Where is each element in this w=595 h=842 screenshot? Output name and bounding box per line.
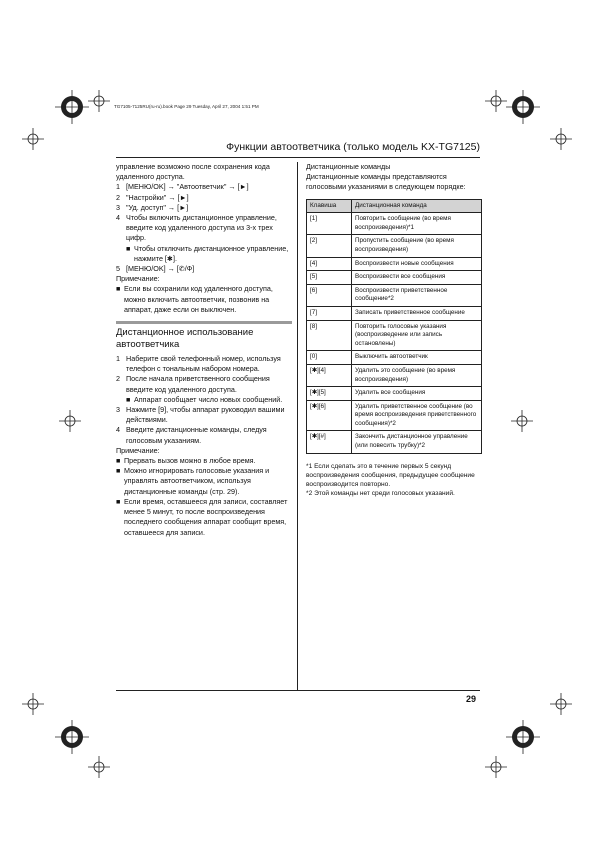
note2-item: ■ Прервать вызов можно в любое время.	[116, 456, 256, 466]
step-1: 1 [МЕНЮ/OK] → "Автоответчик" → [►]	[116, 182, 249, 192]
table-row: [5] Воспроизвести все сообщения	[307, 271, 482, 285]
crosshair-left-bottom	[88, 756, 110, 778]
step-4: 4 Чтобы включить дистанционное управление, введите код удаленного доступа из 3-х трех цифр.	[116, 213, 277, 243]
footnote-2: *2 Этой команды нет среди голосовых указаний.	[306, 489, 455, 497]
registration-mark-bottom-right	[506, 720, 540, 754]
crosshair-left-center	[59, 410, 81, 432]
registration-mark-top-right	[506, 90, 540, 124]
note-1: ■ Если вы сохранили код удаленного доступа, можно включить автоответчик, позвонив на аппарат, даже если он выключен.	[116, 284, 273, 314]
column-header-key: Клавиша	[307, 199, 352, 213]
step-2: 2 "Настройки" → [►]	[116, 192, 189, 202]
footnotes	[306, 462, 482, 498]
right-column	[306, 162, 482, 498]
registration-mark-top-left	[55, 90, 89, 124]
table-header-row	[307, 199, 482, 213]
step-5: 5 [МЕНЮ/OK] → [✆/Ф]	[116, 264, 195, 274]
column-divider	[297, 162, 298, 690]
section-divider	[116, 321, 292, 324]
crosshair-right-center	[511, 410, 533, 432]
table-row: [✱][5] Удалить все сообщения	[307, 387, 482, 401]
crosshair-right-mid-bottom	[550, 693, 572, 715]
table-row: [0] Выключить автоответчик	[307, 351, 482, 365]
remote-step-1: 1 Наберите свой телефонный номер, используя телефон с тональным набором номера.	[116, 354, 281, 374]
footnote-1: *1 Если сделать это в течение первых 5 секунд воспроизведения сообщения, предыдущее сообщение воспроизводится повторно.	[306, 462, 475, 488]
crosshair-right-top	[485, 90, 507, 112]
step-3: 3 "Уд. доступ" → [►]	[116, 202, 189, 212]
table-row: [1] Повторить сообщение (во время воспроизведения)*1	[307, 213, 482, 235]
note-label: Примечание:	[116, 274, 160, 284]
print-slug: TG7105-7125RU(ru-ru).book Page 29 Tuesday, April 27, 2004 1:51 PM	[114, 104, 259, 109]
page-number: 29	[466, 694, 477, 704]
remote-step-2: 2 После начала приветственного сообщения введите код удаленного доступа.	[116, 374, 270, 394]
column-header-command: Дистанционная команда	[352, 199, 482, 213]
footer-rule	[116, 690, 480, 691]
note2-item: ■ Если время, оставшееся для записи, составляет менее 5 минут, то после воспроизведения последнего сообщения аппарат сообщит время, оставшееся для записи.	[116, 496, 288, 537]
registration-mark-bottom-left	[55, 720, 89, 754]
table-row: [2] Пропустить сообщение (во время воспроизведения)	[307, 235, 482, 257]
page-header-title: Функции автоответчика (только модель KX-TG7125)	[226, 141, 480, 153]
note2-label: Примечание:	[116, 445, 160, 455]
table-row: [8] Повторить голосовые указания (воспроизведение или запись остановлены)	[307, 320, 482, 351]
remote-step-4: 4 Введите дистанционные команды, следуя голосовым указаниям.	[116, 425, 267, 445]
step-4-bullet: ■ Чтобы отключить дистанционное управление, нажмите [✱].	[126, 243, 289, 263]
crosshair-right-mid-top	[550, 128, 572, 150]
crosshair-right-bottom	[485, 756, 507, 778]
table-row: [✱][4] Удалить это сообщение (во время воспроизведения)	[307, 364, 482, 386]
table-row: [✱][#] Закончить дистанционное управление (или повесить трубку)*2	[307, 431, 482, 453]
table-row: [7] Записать приветственное сообщение	[307, 306, 482, 320]
crosshair-left-mid-top	[22, 128, 44, 150]
table-row: [✱][6] Удалить приветственное сообщение (во время воспроизведения приветственного сообщения)*2	[307, 400, 482, 431]
table-row: [4] Воспроизвести новые сообщения	[307, 257, 482, 271]
table-row: [6] Воспроизвести приветственное сообщение*2	[307, 284, 482, 306]
crosshair-left-mid-bottom	[22, 693, 44, 715]
crosshair-left-top	[88, 90, 110, 112]
commands-heading: Дистанционные команды	[306, 162, 391, 171]
intro-text: управление возможно после сохранения кода удаленного доступа.	[116, 162, 270, 182]
commands-intro: Дистанционные команды представляются голосовыми указаниями в следующем порядке:	[306, 172, 466, 192]
section-title: Дистанционное использование автоответчика	[116, 327, 254, 351]
remote-step-3: 3 Нажмите [9], чтобы аппарат руководил вашими действиями.	[116, 405, 285, 425]
remote-commands-table	[306, 199, 482, 454]
remote-step-2-bullet: ■ Аппарат сообщает число новых сообщений.	[126, 394, 283, 404]
note2-item: ■ Можно игнорировать голосовые указания и управлять автоответчиком, используя дистанционные команды (стр. 29).	[116, 466, 270, 496]
left-column	[116, 162, 292, 538]
header-rule	[116, 157, 480, 158]
